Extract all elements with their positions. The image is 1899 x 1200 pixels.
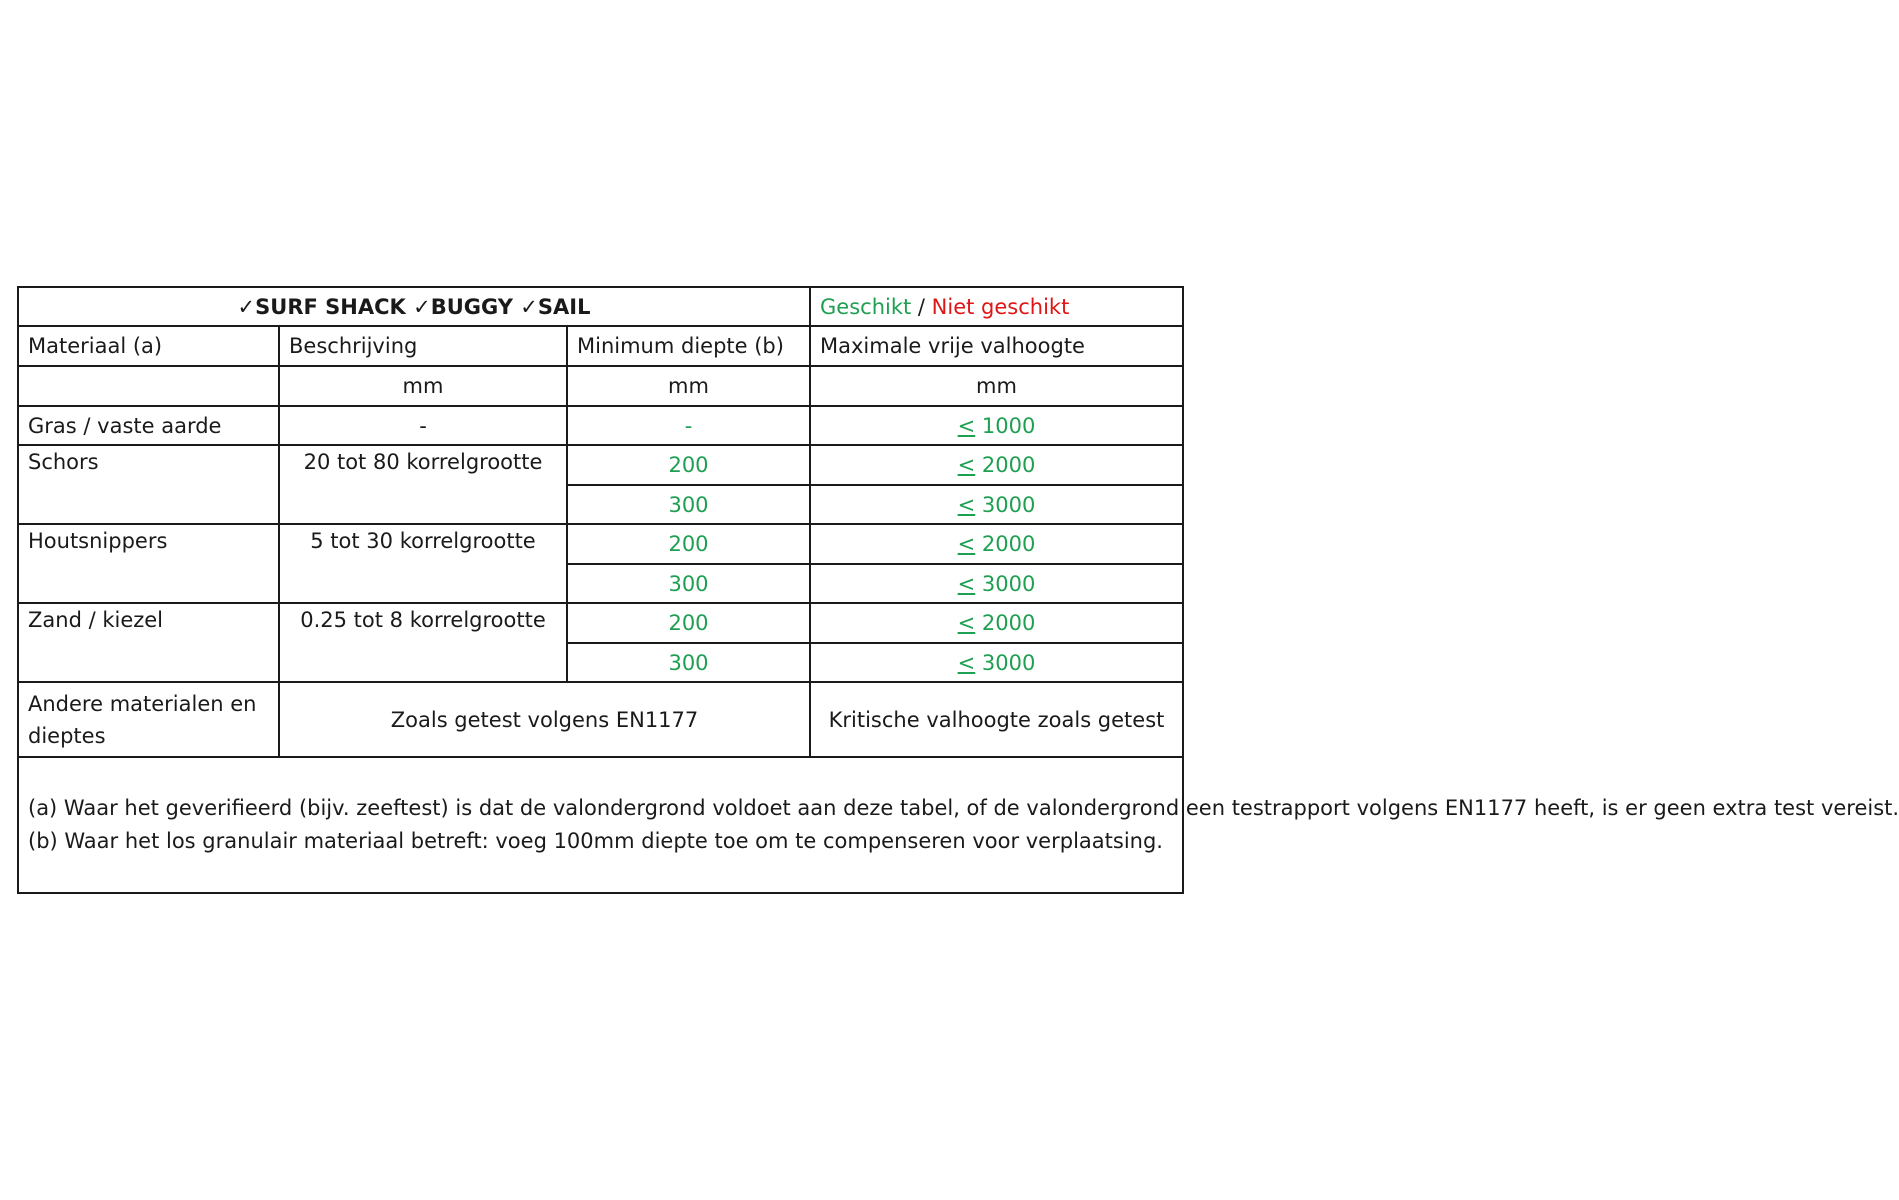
header-material: Materiaal (a) [18,326,279,366]
depth-cell: 200 [567,445,810,485]
fall-height-cell [810,643,1183,682]
less-equal-sign: < [957,413,976,438]
header-description: Beschrijving [279,326,567,366]
title-row [18,287,1183,326]
material-cell: Houtsnippers [18,524,279,603]
header-min-depth: Minimum diepte (b) [567,326,810,366]
footnotes-row [18,757,1183,893]
less-equal-sign: < [957,650,976,675]
product-title: ✓SURF SHACK ✓BUGGY ✓SAIL [18,287,810,326]
fall-height-value: 2000 [975,532,1036,556]
fall-height-value: 1000 [975,413,1036,438]
header-row [18,326,1183,366]
fall-height-cell [810,564,1183,603]
fall-height-cell [810,406,1183,445]
fall-height-value: 3000 [975,492,1036,517]
table-row [18,406,1183,445]
legend-separator: / [911,294,932,319]
fall-height-cell [810,603,1183,643]
less-equal-sign: < [957,492,976,517]
description-cell: 20 tot 80 korrelgrootte [279,445,567,524]
fall-height-cell [810,524,1183,564]
less-equal-sign: < [957,611,976,635]
description-cell: Zoals getest volgens EN1177 [279,682,810,757]
footnote-a: (a) Waar het geverifieerd (bijv. zeeftest) is dat de valondergrond voldoet aan deze tabel, of de valondergrond een testrapport volgens EN1177 heeft, is er geen extra test vereist. [28,796,1899,820]
depth-cell: - [567,406,810,445]
material-cell: Schors [18,445,279,524]
material-cell: Andere materialen en dieptes [18,682,279,757]
description-cell: - [279,406,567,445]
fall-height-cell [810,445,1183,485]
unit-description: mm [279,366,567,406]
less-equal-sign: < [957,571,976,596]
legend-suitable: Geschikt [820,294,912,319]
material-cell: Gras / vaste aarde [18,406,279,445]
fall-height-table [17,286,1899,894]
table-row [18,524,1183,564]
material-cell: Zand / kiezel [18,603,279,682]
unit-row [18,366,1183,406]
fall-height-value: 2000 [975,453,1036,477]
depth-cell: 300 [567,564,810,603]
fall-height-value: 3000 [975,571,1036,596]
header-max-fall: Maximale vrije valhoogte [810,326,1183,366]
suitability-legend [810,287,1183,326]
depth-cell: 200 [567,524,810,564]
description-cell: 5 tot 30 korrelgrootte [279,524,567,603]
fall-height-value: 2000 [975,611,1036,635]
unit-max-fall: mm [810,366,1183,406]
fall-height-value: 3000 [975,650,1036,675]
legend-unsuitable: Niet geschikt [931,294,1070,319]
depth-cell: 300 [567,485,810,524]
unit-material [18,366,279,406]
depth-cell: 300 [567,643,810,682]
footnote-b: (b) Waar het los granulair materiaal betreft: voeg 100mm diepte toe om te compenseren voor verplaatsing. [28,829,1163,853]
description-cell: 0.25 tot 8 korrelgrootte [279,603,567,682]
depth-cell: 200 [567,603,810,643]
fall-height-cell [810,485,1183,524]
table-row [18,682,1183,757]
less-equal-sign: < [957,532,976,556]
footnotes [18,757,1899,893]
table-row [18,445,1183,485]
unit-min-depth: mm [567,366,810,406]
less-equal-sign: < [957,453,976,477]
fall-height-cell: Kritische valhoogte zoals getest [810,682,1183,757]
table-row [18,603,1183,643]
